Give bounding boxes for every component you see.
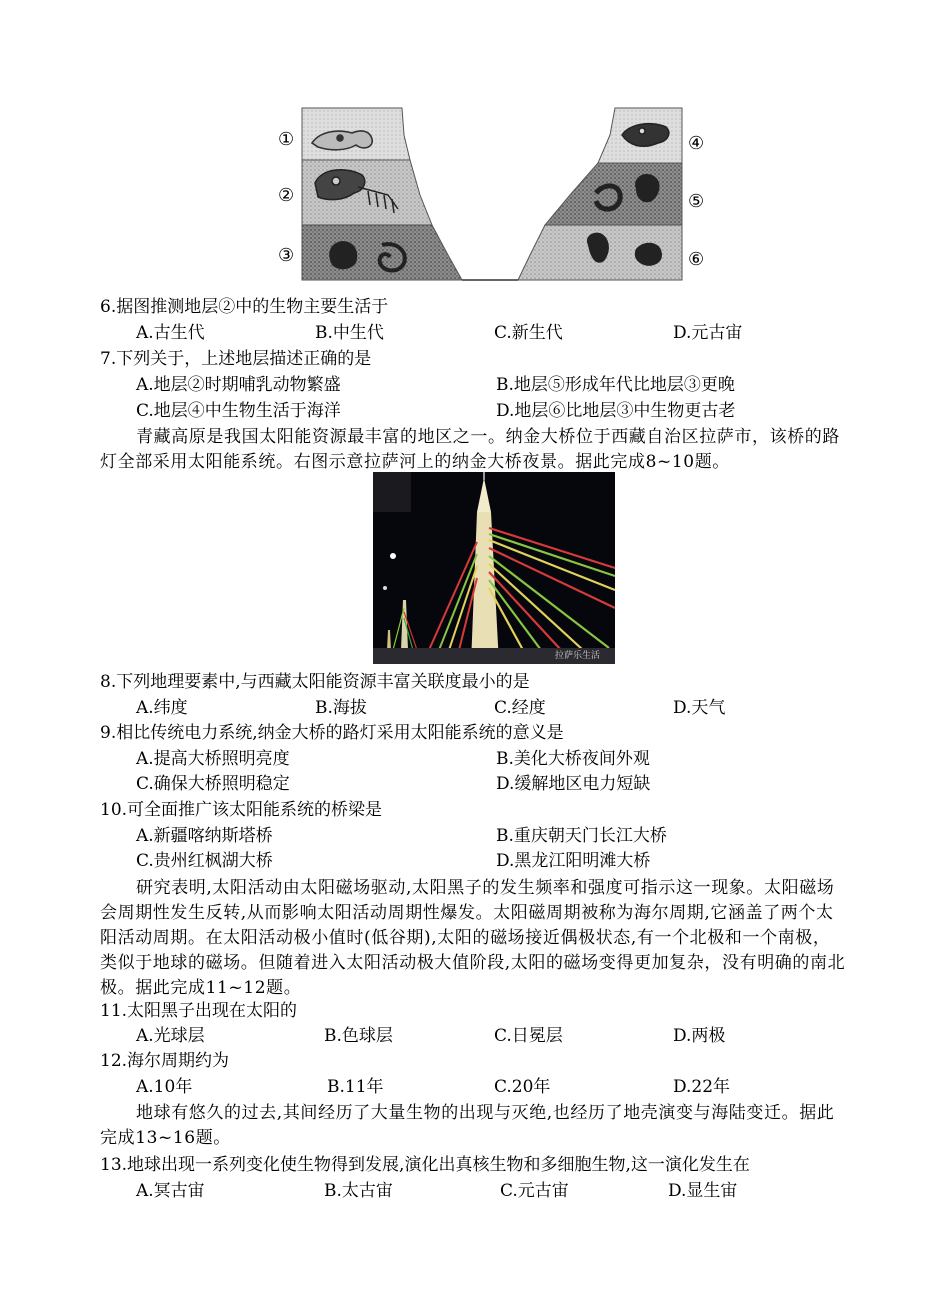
q9-stem: 9.相比传统电力系统,纳金大桥的路灯采用太阳能系统的意义是 [100,723,564,743]
q11-option-b: B.色球层 [324,1026,393,1046]
q10-stem: 10.可全面推广该太阳能系统的桥梁是 [100,800,383,820]
left-layer-3 [302,225,462,280]
q7-option-a: A.地层②时期哺乳动物繁盛 [136,375,341,395]
q13-option-a: A.冥古宙 [136,1181,205,1201]
q9-option-c: C.确保大桥照明稳定 [136,774,290,794]
q10-option-d: D.黑龙江阳明滩大桥 [496,851,651,871]
q13-option-c: C.元古宙 [500,1181,569,1201]
q8-option-d: D.天气 [673,698,726,718]
q12-option-d: D.22年 [673,1077,731,1097]
q6-option-b: B.中生代 [315,323,384,343]
q12-option-c: C.20年 [494,1077,551,1097]
q13-option-b: B.太古宙 [324,1181,393,1201]
najin-bridge-night-photo [373,472,615,664]
q6-option-d: D.元古宙 [673,323,743,343]
label-layer-5: ⑤ [688,191,705,212]
label-layer-1: ① [278,129,295,150]
passage-solar-tibet: 青藏高原是我国太阳能资源最丰富的地区之一。纳金大桥位于西藏自治区拉萨市，该桥的路灯全部采用太阳能系统。右图示意拉萨河上的纳金大桥夜景。据此完成8~10题。 [100,427,840,472]
q13-stem: 13.地球出现一系列变化使生物得到发展,演化出真核生物和多细胞生物,这一演化发生在 [100,1155,750,1175]
photo-watermark: 拉萨乐生活 [555,651,601,661]
q7-option-c: C.地层④中生物生活于海洋 [136,401,341,421]
label-layer-3: ③ [278,245,295,266]
label-layer-4: ④ [688,133,705,154]
q6-option-c: C.新生代 [494,323,563,343]
q8-option-b: B.海拔 [315,698,367,718]
q8-option-c: C.经度 [494,698,546,718]
q10-option-a: A.新疆喀纳斯塔桥 [136,826,273,846]
q7-option-d: D.地层⑥比地层③中生物更古老 [496,401,736,421]
q10-option-b: B.重庆朝天门长江大桥 [496,826,667,846]
q13-option-d: D.显生宙 [668,1181,738,1201]
right-layer-5 [545,163,682,225]
label-layer-2: ② [278,185,295,206]
q6-option-a: A.古生代 [136,323,205,343]
q12-option-a: A.10年 [136,1077,193,1097]
q12-option-b: B.11年 [327,1077,384,1097]
label-layer-6: ⑥ [688,249,705,270]
q9-option-d: D.缓解地区电力短缺 [496,774,651,794]
q7-option-b: B.地层⑤形成年代比地层③更晚 [496,375,735,395]
passage-solar-magnetic: 研究表明,太阳活动由太阳磁场驱动,太阳黑子的发生频率和强度可指示这一现象。太阳磁场会周期性发生反转,从而影响太阳活动周期性爆发。太阳磁周期被称为海尔周期,它涵盖了两个太阳活动周期。在太阳活动极小值时(低谷期),太阳的磁场接近偶极状态,有一个北极和一个南极， 类似于地球的磁场。但随着进入太阳活动极大值阶段,太阳的磁场变得更加复杂，没有明确的南北极。据此完成11~12题。 [100,878,846,998]
q9-option-b: B.美化大桥夜间外观 [496,749,650,769]
strata-figure [270,105,720,285]
q11-option-c: C.日冕层 [494,1026,563,1046]
q11-option-a: A.光球层 [136,1026,205,1046]
q6-stem: 6.据图推测地层②中的生物主要生活于 [100,297,389,317]
q8-option-a: A.纬度 [136,698,188,718]
q8-stem: 8.下列地理要素中,与西藏太阳能资源丰富关联度最小的是 [100,672,530,692]
q9-option-a: A.提高大桥照明亮度 [136,749,290,769]
q10-option-c: C.贵州红枫湖大桥 [136,851,273,871]
passage-earth-history: 地球有悠久的过去,其间经历了大量生物的出现与灭绝,也经历了地壳演变与海陆变迁。据此完成13~16题。 [100,1103,835,1148]
q12-stem: 12.海尔周期约为 [100,1051,230,1071]
q11-option-d: D.两极 [673,1026,726,1046]
q11-stem: 11.太阳黑子出现在太阳的 [100,1001,298,1021]
q7-stem: 7.下列关于，上述地层描述正确的是 [100,349,372,369]
